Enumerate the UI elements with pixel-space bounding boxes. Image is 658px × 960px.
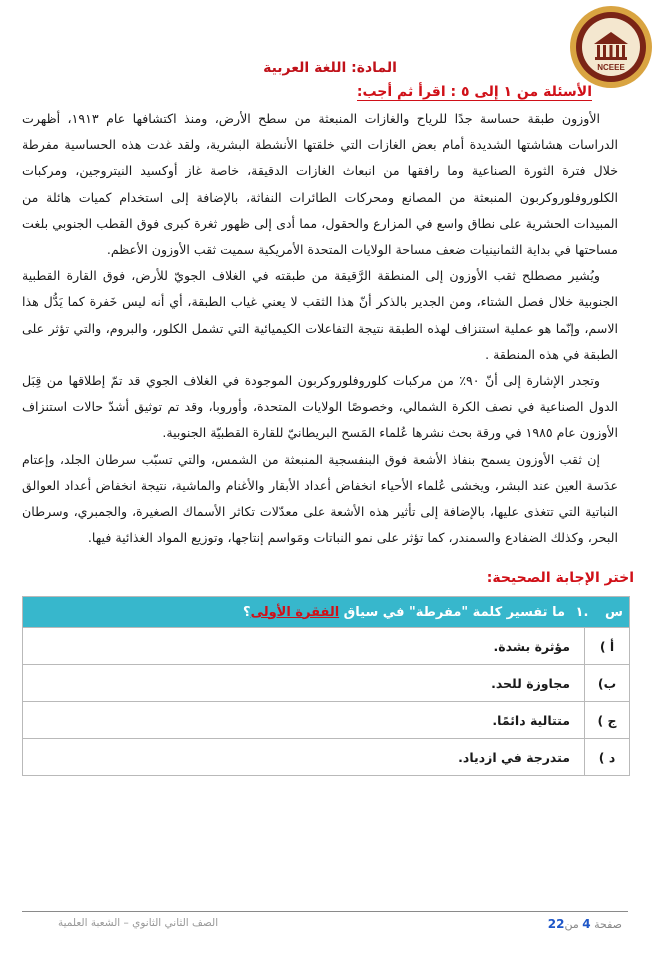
- passage-paragraph-4: إن ثقب الأوزون يسمح بنفاذ الأشعة فوق البنفسجية المنبعثة من الشمس، والتي تسبّب سرطان الجلد، وإعتام عدَسة العين عند البشر، ويخشى عُلماء الأحياء انخفاض أعداد الأبقار والأغنام والماشية، نتيجة انخفاض أعداد العوالق النباتية التي تتغذى عليها، بالإضافة إلى تأثير هذه الأشعة على معدّلات تكاثر الأسماك الصغيرة، والجمبري، وسرطان البحر، وكذلك الضفادع والسمندر، كما تؤثر على نمو النباتات ومَواسم إنتاجها، وتوزيع المواد الغذائية فيها.: [22, 451, 618, 546]
- option-letter: د ): [584, 739, 629, 775]
- instruction-heading: اختر الإجابة الصحيحة:: [486, 570, 634, 586]
- passage-paragraph-2: ويُشير مصطلح ثقب الأوزون إلى المنطقة الرَّقيقة من طبقته في الغلاف الجويّ للأرض، فوق القارة القطبية الجنوبية خلال فصل الشتاء، ومن الجدير بالذكر أنّ هذا الثقب لا يعني غياب الطبقة، أي أنه ليس خَفرة كما يَدُّل هذا الاسم، وإنّما هو عملية استنزاف لهذه الطبقة نتيجة التفاعلات الكيميائية التي تشمل الكلور، والبروم، والتي تؤثر على الطبقة في هذه المنطقة .: [22, 268, 618, 362]
- question-header: [23, 597, 629, 627]
- ncee-logo: [568, 4, 654, 90]
- page-total: 22: [547, 917, 565, 931]
- option-text: متدرجة في ازدياد.: [458, 749, 570, 765]
- passage-paragraph-1: الأوزون طبقة حساسة جدًا للرياح والغازات المنبعثة من سطح الأرض، ومنذ اكتشافها عام ١٩١٣، أظهرت الدراسات هشاشتها الشديدة أمام بعض الغازات التي خلقتها الأنشطة البشرية، ولقد غدت هذه الحساسية مفرطة خلال فترة الثورة الصناعية وما رافقها من انبعاث الغازات الدقيقة، خاصة غاز أوكسيد النيتروجين، ومركبات الكلوروفلوروكربون المنبعثة من المصانع ومحركات الطائرات النفاثة، بالإضافة إلى استخدام كميات هائلة من المبيدات الحشرية على نطاق واسع في المزارع والحقول، مما أدى إلى ظهور ثغرة كبرى فوق القطب الجنوبي بلغت مساحتها في بداية الثمانينيات ضعف مساحة الولايات المتحدة الأمريكية سميت ثقب الأوزون الأعظم.: [22, 111, 618, 258]
- question-number: .١: [575, 604, 589, 620]
- reading-passage: [22, 106, 618, 551]
- question-label: س: [605, 604, 623, 620]
- answer-option-d[interactable]: [23, 738, 629, 775]
- page-indicator: صفحة 4 من22: [547, 917, 622, 931]
- footer-divider: [22, 911, 628, 912]
- option-text: مؤثرة بشدة.: [493, 638, 570, 654]
- grade-label: الصف الثاني الثانوي – الشعبة العلمية: [58, 917, 219, 929]
- answer-option-b[interactable]: [23, 664, 629, 701]
- highlighted-term: الفقرة الأولى: [250, 604, 340, 620]
- subject-title: المادة: اللغة العربية: [263, 60, 397, 76]
- option-text: متتالية دائمًا.: [492, 712, 570, 728]
- option-text: مجاوزة للحد.: [491, 675, 570, 691]
- answer-option-a[interactable]: [23, 627, 629, 664]
- question-table: [22, 596, 630, 776]
- answer-option-c[interactable]: [23, 701, 629, 738]
- option-letter: ج ): [584, 702, 629, 738]
- section-heading: الأسئلة من ١ إلى ٥ : اقرأ ثم أجب:: [356, 84, 592, 100]
- passage-paragraph-3: وتجدر الإشارة إلى أنّ ٩٠٪ من مركبات كلوروفلوروكربون الموجودة في الغلاف الجوي قد تمّ إطلاقها من قِبَل الدول الصناعية في نصف الكرة الشمالي، وخصوصًا الولايات المتحدة، وأوروبا، وقد تم توثيق أشدّ حالات استنزاف الأوزون عام ١٩٨٥ في ورقة بحث نشرها عُلماء المَسح البريطانيّ للقارة القطبيّة الجنوبية.: [22, 373, 618, 441]
- page-current: 4: [582, 917, 591, 931]
- svg-text:NCEEE: NCEEE: [597, 63, 625, 72]
- option-letter: أ ): [584, 628, 629, 664]
- option-letter: ب): [584, 665, 629, 701]
- question-text: ما تفسير كلمة "مفرطة" في سياق الفقرة الأولى؟: [243, 604, 565, 620]
